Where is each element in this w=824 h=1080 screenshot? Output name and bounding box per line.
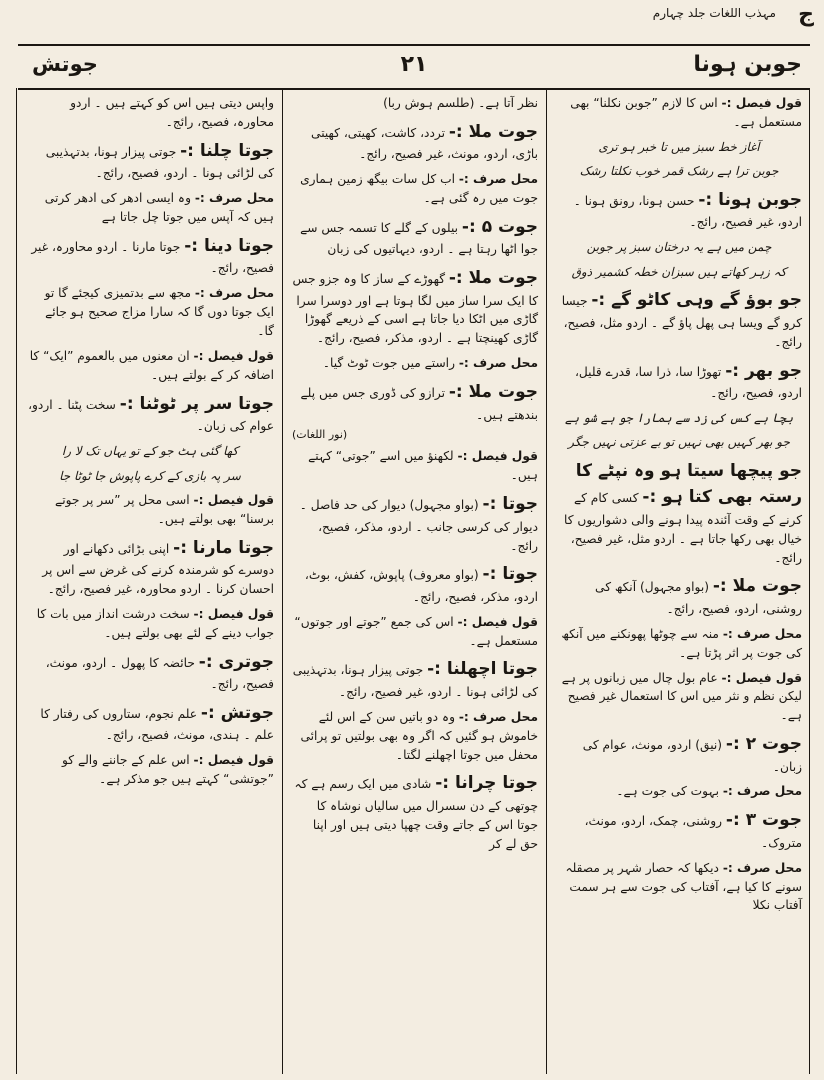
headword: جوتا :- <box>482 564 538 585</box>
entry-text: روشنی، چمک، اردو، مونث، متروک۔ <box>584 814 802 850</box>
entry-text: عام بول چال میں زبانوں پر ہے لیکن نظم و نثر میں اس کا استعمال غیر فصیح ہے۔ <box>561 670 802 723</box>
dictionary-entry <box>26 700 274 745</box>
dictionary-entry <box>292 656 538 701</box>
verse-line: سر پہ بازی کے کرے پاپوش جا ٹوٹا جا <box>59 468 241 483</box>
verse-line: چمن میں ہے یہ درختان سبز پر جوبن <box>586 240 772 255</box>
entry-label: قول فیصل :- <box>193 493 274 508</box>
entry-text: کسی کام کے کرنے کے وقت آئندہ پیدا ہونے والی دشواریوں کا خیال بھی رکھا جاتا ہے ۔ اردو مثل، غیر فصیح، رائج۔ <box>564 491 802 565</box>
column-rule <box>546 88 547 1074</box>
entry-text: گھوڑے کے ساز کا وہ جزو جس کا ایک سرا ساز میں لگا ہوتا ہے اور دوسرا سرا گاڑی میں اٹکا دیا جاتا ہے اسی کے ذریعے گھوڑا گاڑی کھینچتا ہے ۔ اردو، مذکر، فصیح، رائج۔ <box>292 272 538 346</box>
dictionary-entry <box>556 807 802 852</box>
dictionary-entry <box>556 187 802 232</box>
entry-text: جوتی پیزار ہونا، بدتہذیبی کی لڑائی ہونا ۔ اردو، فصیح، رائج۔ <box>45 144 274 181</box>
headword: جوتا :- <box>482 494 538 515</box>
headword: جو بوؤ گے وہی کاٹو گے :- <box>591 290 802 311</box>
entry-label: قول فیصل :- <box>457 614 538 629</box>
column-rule <box>282 88 283 1074</box>
column-middle <box>284 88 546 1074</box>
entry-text: جوتا مارنا ۔ اردو محاورہ، غیر فصیح، رائج۔ <box>31 239 274 276</box>
verse-line: کہ زہر کھاتے ہیں سبزان خطہ کشمیر ذوق <box>571 264 787 279</box>
entry-label: محل صرف :- <box>458 709 538 724</box>
entry-text: اس کی جمع ”جوتے اور جوتوں“ مستعمل ہے۔ <box>294 614 538 648</box>
verse-line: کھا گئی ہٹ جو کے تو یہاں تک لا را <box>61 443 239 458</box>
entry-text: حسن ہونا، رونق ہونا ۔ اردو، غیر فصیح، رائج۔ <box>573 194 802 230</box>
entry-label: محل صرف :- <box>458 172 538 187</box>
dictionary-entry <box>556 458 802 567</box>
first-headword: جوبن ہونا <box>693 52 802 77</box>
headword: جوتا دینا :- <box>184 235 274 256</box>
headword: جوتری :- <box>198 651 274 672</box>
entry-text: اب کل سات بیگھ زمین ہماری جوت میں رہ گئی ہے۔ <box>300 172 538 206</box>
column-left <box>18 88 282 1074</box>
dictionary-entry <box>26 649 274 694</box>
entry-text: واپس دیتی ہیں اس کو کہتے ہیں ۔ اردو محاورہ، فصیح، رائج۔ <box>70 96 274 129</box>
entry-text: (بواو مجہول) دیوار کی حد فاصل ۔ دیوار کی کرسی جانب ۔ اردو، مذکر، فصیح، رائج۔ <box>299 498 538 553</box>
entry-text: تردد، کاشت، کھیتی، کھیتی باڑی، اردو، مونث، غیر فصیح، رائج۔ <box>311 125 538 162</box>
last-headword: جوتش <box>32 52 98 76</box>
dictionary-entry <box>556 358 802 403</box>
entry-label: محل صرف :- <box>458 356 538 371</box>
entry-note <box>26 347 274 385</box>
letter-corner-mark: ج <box>798 2 814 27</box>
headword: جوتا چرانا :- <box>435 773 538 794</box>
citation: (نور اللغات) <box>292 428 348 442</box>
running-head <box>18 44 810 90</box>
page-number: ۲۱ <box>400 52 428 77</box>
entry-text: اس کا لازم ”جوبن نکلنا“ بھی مستعمل ہے۔ <box>570 96 802 129</box>
entry-text: تھوڑا سا، ذرا سا، قدرے قلیل، اردو، فصیح، رائج۔ <box>575 364 802 400</box>
entry-label: قول فیصل :- <box>193 607 274 622</box>
headword: جوت ۲ :- <box>725 734 802 755</box>
entry-note <box>556 625 802 663</box>
entry-note <box>292 170 538 208</box>
entry-text: منہ سے چوٹھا پھونکنے میں آنکھ کی جوت پر اثر پڑتا ہے۔ <box>561 626 802 660</box>
entry-text: شادی میں ایک رسم ہے کہ چوتھی کے دن سسرال میں سالیاں نوشاہ کا جوتا اس کے جاتے وقت چھپا دیتی ہیں اور اپنا حق لے کر <box>294 777 538 851</box>
entry-text: بیلوں کے گلے کا تسمہ جس سے جوا اٹھا رہتا ہے ۔ اردو، دیہاتیوں کی زبان <box>300 220 538 257</box>
entry-label: محل صرف :- <box>194 286 274 301</box>
headword: جوت ۳ :- <box>725 810 802 831</box>
headword: جوتا سر پر ٹوٹنا :- <box>119 393 274 414</box>
headword: جوتا اچھلنا :- <box>427 659 538 680</box>
entry-note <box>556 94 802 132</box>
column-rule <box>16 88 17 1074</box>
entry-note <box>292 354 538 373</box>
dictionary-entry <box>292 491 538 555</box>
entry-text: اسی محل پر ”سر پر جوتے برسنا“ بھی بولتے ہیں۔ <box>55 493 274 526</box>
entry-note <box>292 447 538 485</box>
dictionary-entry <box>556 573 802 618</box>
entry-text: وہ دو باتیں سن کے اس لئے خاموش ہو گئیں کہ اگر وہ بھی بولتیں تو پرائی محفل میں جوتا اچھلنے لگتا۔ <box>300 709 538 762</box>
entry-text: راستے میں جوت ٹوٹ گیا۔ <box>322 356 455 371</box>
dictionary-entry <box>26 535 274 599</box>
entry-note <box>26 605 274 643</box>
dictionary-entry <box>292 214 538 259</box>
entry-note <box>26 491 274 529</box>
entry-text: سخت پٹنا ۔ اردو، عوام کی زبان۔ <box>28 397 274 433</box>
entry-text: لکھنؤ میں اسے ”جوتی“ کہتے ہیں۔ <box>308 449 538 483</box>
entry-label: قول فیصل :- <box>457 449 538 464</box>
entry-label: قول فیصل :- <box>721 670 802 685</box>
entry-note <box>292 708 538 765</box>
volume-note: مہذب اللغات جلد چہارم <box>652 6 776 20</box>
headword: جو بھر :- <box>725 360 802 381</box>
verse-line: آغاز خط سبز میں تا خبر ہو تری <box>598 139 760 154</box>
headword: جوبن ہونا :- <box>698 190 802 210</box>
headword: جوتا چلنا :- <box>180 140 274 161</box>
headword: جوت ملا :- <box>712 576 802 597</box>
headword: جوتا مارنا :- <box>173 537 274 558</box>
entry-text: مجھ سے بدتمیزی کیجئے گا تو ایک جوتا دوں گا کہ سارا مزاج صحیح ہو جائے گا۔ <box>44 286 274 338</box>
dictionary-entry <box>292 770 538 853</box>
entry-text: دیکھا کہ حصار شہر پر مصقلہ سونے کا کیا ہے، آفتاب کی جوت سے ہر سمت آفتاب نکلا <box>565 860 802 913</box>
text-columns <box>18 88 810 1074</box>
entry-note <box>292 613 538 651</box>
headword: جوت ۵ :- <box>461 216 538 237</box>
dictionary-entry <box>292 119 538 164</box>
dictionary-entry <box>292 265 538 348</box>
entry-text: سخت درشت انداز میں بات کا جواب دینے کے لئے بھی بولتے ہیں۔ <box>36 607 274 640</box>
entry-text: (بواو مجہول) آنکھ کی روشنی، اردو، فصیح، رائج۔ <box>595 580 802 616</box>
entry-label: قول فیصل :- <box>193 348 274 363</box>
dictionary-entry <box>556 731 802 776</box>
headword: جوتش :- <box>200 703 274 724</box>
entry-text: اپنی بڑائی دکھانے اور دوسرے کو شرمندہ کرنے کی غرض سے اس پر احسان کرنا ۔ اردو محاورہ، غیر فصیح، رائج۔ <box>42 541 274 597</box>
entry-note <box>292 94 538 113</box>
headword: جو پیچھا سیتا ہو وہ نپٹے کا رستہ بھی کتا ہو :- <box>575 461 802 508</box>
entry-note <box>556 669 802 726</box>
entry-text: حائضہ کا پھول ۔ اردو، مونث، فصیح، رائج۔ <box>45 655 274 692</box>
entry-text: ان معنوں میں بالعموم ”ایک“ کا اضافہ کر کے بولتے ہیں۔ <box>29 348 274 382</box>
entry-text: اس علم کے جاننے والے کو ”جوتشی“ کہتے ہیں جو مذکر ہے۔ <box>61 753 274 787</box>
entry-note <box>26 94 274 132</box>
entry-note <box>26 284 274 341</box>
verse-line: جوبن ترا ہے رشک قمر خوب نکلتا رشک <box>579 164 779 179</box>
entry-text: (بواو معروف) پاپوش، کفش، بوٹ، اردو، مذکر، فصیح، رائج۔ <box>304 568 538 604</box>
verse-line: بچا ہے کس کی زد سے ہمارا جو ہے شو ہے <box>565 410 793 425</box>
headword: جوت ملا :- <box>448 121 538 142</box>
dictionary-entry <box>26 233 274 278</box>
entry-text: نظر آتا ہے۔ (طلسم ہوش ربا) <box>383 96 538 110</box>
entry-text: (نیق) اردو، مونث، عوام کی زبان۔ <box>582 738 802 774</box>
column-right <box>548 88 810 1074</box>
entry-text: جیسا کرو گے ویسا ہی پھل پاؤ گے ۔ اردو مثل، فصیح، رائج۔ <box>561 294 802 349</box>
entry-text: ترازو کی ڈوری جس میں پلے بندھتے ہیں۔ <box>300 386 538 422</box>
entry-label: محل صرف :- <box>194 191 274 206</box>
dictionary-entry <box>556 287 802 351</box>
headword: جوت ملا :- <box>448 268 538 289</box>
entry-note <box>556 782 802 801</box>
entry-note <box>26 189 274 227</box>
entry-note <box>556 859 802 916</box>
entry-label: محل صرف :- <box>722 626 802 641</box>
entry-label: قول فیصل :- <box>721 96 802 110</box>
entry-text: علم نجوم، ستاروں کی رفتار کا علم ۔ ہندی، مونث، فصیح، رائج۔ <box>40 707 274 743</box>
dictionary-entry <box>292 561 538 606</box>
entry-note <box>26 751 274 789</box>
dictionary-entry <box>26 138 274 183</box>
entry-label: قول فیصل :- <box>193 753 274 768</box>
headword: جوت ملا :- <box>448 382 538 403</box>
verse-line: جو بھر کہیں بھی نہیں تو بے عزتی نہیں جگر <box>568 435 790 450</box>
entry-text: بہوت کی جوت ہے۔ <box>616 784 719 799</box>
dictionary-entry <box>26 391 274 436</box>
dictionary-entry <box>292 379 538 424</box>
entry-text: وہ ایسی ادھر کی ادھر کرتی ہیں کہ آپس میں جوتا چل جاتا ہے <box>44 191 274 224</box>
entry-label: محل صرف :- <box>722 860 802 875</box>
entry-text: جوتی پیزار ہونا، بدتہذیبی کی لڑائی ہونا ۔ اردو، غیر فصیح، رائج۔ <box>292 663 538 699</box>
entry-label: محل صرف :- <box>722 784 802 799</box>
